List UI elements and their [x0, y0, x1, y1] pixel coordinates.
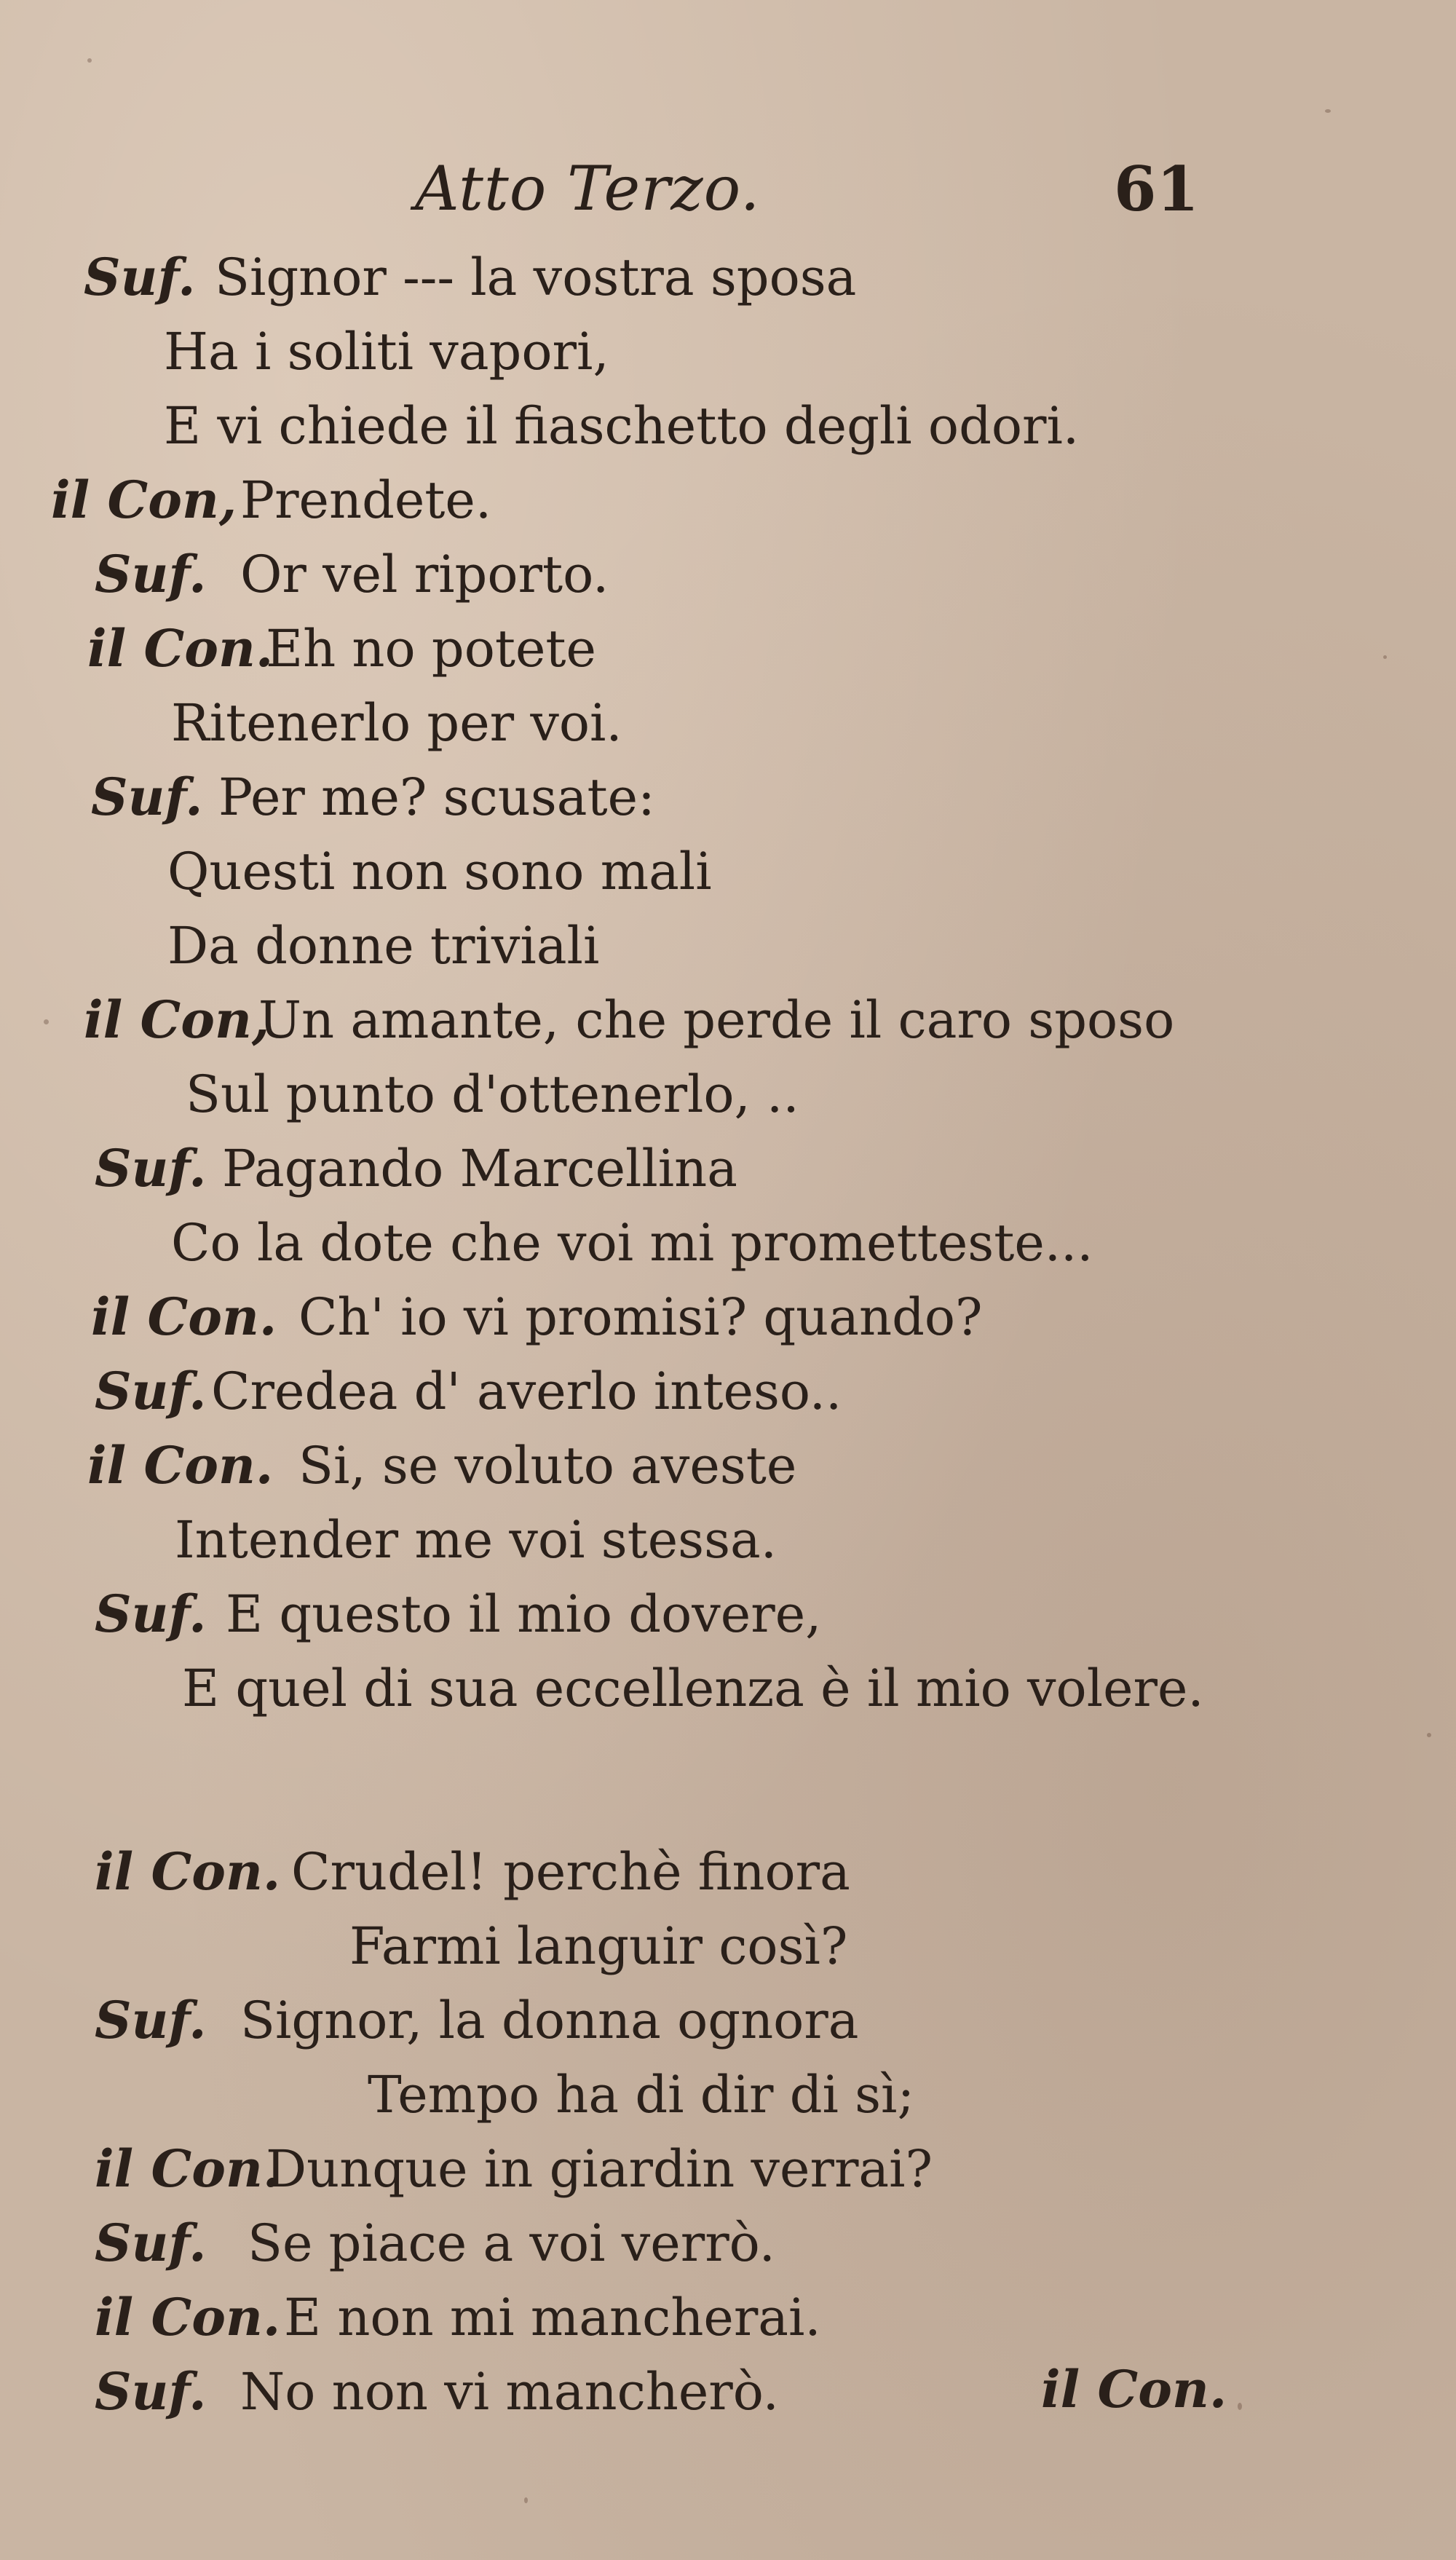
verse-text: Da donne triviali: [167, 916, 600, 976]
speaker-label: il Con.: [95, 1841, 281, 1902]
verse-text: Se piace a voi verrò.: [248, 2213, 775, 2273]
speaker-label: il Con.: [87, 1435, 274, 1496]
verse-line: [0, 1354, 1456, 1429]
speaker-label: Suf.: [91, 767, 203, 827]
verse-block: [0, 240, 1456, 2429]
verse-text: Eh no potete: [266, 619, 596, 679]
speaker-label: il Con,: [51, 470, 237, 530]
catchword: il Con.: [1041, 2359, 1227, 2419]
verse-text: Questi non sono mali: [167, 842, 712, 901]
paper-speck: [1325, 109, 1331, 113]
verse-line: [0, 463, 1456, 537]
verse-line: [0, 389, 1456, 463]
verse-line: [0, 612, 1456, 686]
verse-text: Si, se voluto aveste: [298, 1436, 797, 1496]
speaker-label: Suf.: [95, 1138, 207, 1198]
verse-text: Pagando Marcellina: [222, 1139, 737, 1198]
verse-text: E questo il mio dovere,: [226, 1584, 822, 1644]
verse-text: Farmi languir così?: [349, 1916, 848, 1976]
paper-speck: [87, 58, 92, 63]
verse-text: No non vi mancherò.: [240, 2362, 779, 2422]
verse-line: [0, 760, 1456, 834]
verse-text: Credea d' averlo inteso..: [211, 1362, 842, 1421]
verse-line: [0, 2280, 1456, 2355]
paper-speck: [524, 2497, 528, 2503]
verse-text: E non mi mancherai.: [284, 2288, 821, 2347]
verse-line: [0, 686, 1456, 760]
verse-text: E vi chiede il fiaschetto degli odori.: [164, 396, 1080, 456]
verse-line: [0, 1131, 1456, 1206]
verse-line: [0, 2206, 1456, 2280]
verse-text: Prendete.: [240, 470, 492, 530]
speaker-label: Suf.: [95, 1584, 207, 1644]
verse-line: [0, 240, 1456, 315]
speaker-label: il Con.: [91, 1287, 277, 1347]
verse-text: Co la dote che voi mi prometteste...: [171, 1213, 1093, 1273]
verse-line: [0, 909, 1456, 983]
verse-text: Or vel riporto.: [240, 545, 609, 604]
verse-line: [0, 537, 1456, 612]
verse-line: [0, 1503, 1456, 1577]
verse-line: [0, 1429, 1456, 1503]
speaker-label: Suf.: [95, 2213, 207, 2273]
speaker-label: il Con.: [87, 618, 274, 679]
speaker-label: il Con.: [95, 2138, 281, 2199]
verse-line: [0, 2058, 1456, 2132]
verse-line: [0, 2132, 1456, 2206]
verse-text: Sul punto d'ottenerlo, ..: [186, 1064, 799, 1124]
verse-line: [0, 1651, 1456, 1726]
verse-text: Signor, la donna ognora: [240, 1991, 859, 2050]
verse-line: [0, 1835, 1456, 1909]
stanza-gap: [0, 1726, 1456, 1835]
page-number: 61: [1114, 153, 1199, 225]
verse-text: E quel di sua eccellenza è il mio volere.: [182, 1659, 1204, 1718]
running-title: Atto Terzo.: [415, 153, 761, 224]
verse-line: [0, 834, 1456, 909]
verse-line: [0, 983, 1456, 1057]
verse-text: Per me? scusate:: [218, 767, 655, 827]
speaker-label: Suf.: [95, 544, 207, 604]
verse-text: Un amante, che perde il caro sposo: [258, 990, 1175, 1050]
verse-text: Ch' io vi promisi? quando?: [298, 1287, 983, 1347]
speaker-label: Suf.: [84, 247, 196, 307]
verse-text: Tempo ha di dir di sì;: [368, 2065, 915, 2125]
speaker-label: Suf.: [95, 2361, 207, 2422]
verse-line: [0, 1057, 1456, 1131]
verse-line: [0, 1280, 1456, 1354]
verse-line: [0, 2355, 1456, 2429]
speaker-label: Suf.: [95, 1990, 207, 2050]
verse-text: Ritenerlo per voi.: [171, 693, 622, 753]
verse-text: Ha i soliti vapori,: [164, 322, 609, 382]
verse-text: Crudel! perchè finora: [291, 1842, 850, 1902]
verse-text: Signor --- la vostra sposa: [215, 248, 857, 307]
verse-line: [0, 1983, 1456, 2058]
verse-line: [0, 315, 1456, 389]
verse-line: [0, 1206, 1456, 1280]
verse-line: [0, 1577, 1456, 1651]
verse-text: Dunque in giardin verrai?: [266, 2139, 933, 2199]
speaker-label: Suf.: [95, 1361, 207, 1421]
page-header: [0, 146, 1456, 233]
speaker-label: il Con,: [84, 989, 270, 1050]
speaker-label: il Con.: [95, 2287, 281, 2347]
verse-text: Intender me voi stessa.: [175, 1510, 778, 1570]
verse-line: [0, 1909, 1456, 1983]
